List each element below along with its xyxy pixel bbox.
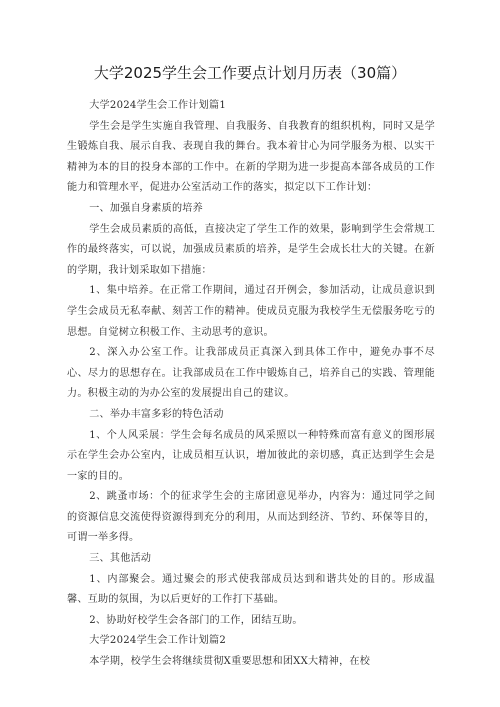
plan-heading: 大学2024学生会工作计划篇1 xyxy=(89,100,227,111)
body-paragraph: 2、协助好校学生会各部门的工作，团结互助。 xyxy=(89,614,303,626)
document-body xyxy=(67,96,435,673)
body-paragraph: 1、集中培养。在正常工作期间，通过召开例会，参加活动，让成员意识到学生会成员无私奉献、刻苦工作的精神。使成员克服为我校学生无偿服务吃亏的思想。自觉树立积极工作、主动思考的意识。 xyxy=(67,285,435,338)
document-title: 大学2025学生会工作要点计划月历表（30篇） xyxy=(93,64,407,82)
body-paragraph: 1、个人风采展：学生会每名成员的风采照以一种特殊而富有意义的图形展示在学生会办公室内，让成员相互认识，增加彼此的亲切感，真正达到学生会是一家的目的。 xyxy=(67,429,435,482)
body-paragraph: 本学期，校学生会将继续贯彻X重要思想和团XX大精神，在校 xyxy=(89,656,371,668)
section-heading: 二、举办丰富多彩的特色活动 xyxy=(89,408,224,420)
body-paragraph: 学生会是学生实施自我管理、自我服务、自我教育的组织机构，同时又是学生锻炼自我、展示自我、表现自我的舞台。我本着甘心为同学服务为根、以实干精神为本的目的投身本部的工作中。在新的学期为进一步提高本部各成员的工作能力和管理水平，促进办公室活动工作的落实，拟定以下工作计划： xyxy=(67,120,435,194)
body-paragraph: 学生会成员素质的高低，直接决定了学生工作的效果，影响到学生会常规工作的最终落实，可以说，加强成员素质的培养，是学生会成长壮大的关键。在新的学期，我计划采取如下措施： xyxy=(67,223,435,276)
plan-heading: 大学2024学生会工作计划篇2 xyxy=(89,635,227,647)
section-heading: 三、其他活动 xyxy=(89,553,152,565)
section-heading: 一、加强自身素质的培养 xyxy=(89,202,203,214)
body-paragraph: 1、内部聚会。通过聚会的形式使我部成员达到和谐共处的目的。形成温馨、互助的氛围，为以后更好的工作打下基础。 xyxy=(67,573,435,606)
body-paragraph: 2、深入办公室工作。让我部成员正真深入到具体工作中，避免办事不尽心、尽力的思想存在。让我部成员在工作中锻炼自己，培养自己的实践、管理能力。积极主动的为办公室的发展提出自己的建议。 xyxy=(67,347,435,400)
body-paragraph: 2、跳蚤市场：个的征求学生会的主席团意见举办，内容为：通过同学之间的资源信息交流使得资源得到充分的利用，从而达到经济、节约、环保等目的，可谓一举多得。 xyxy=(67,491,435,544)
